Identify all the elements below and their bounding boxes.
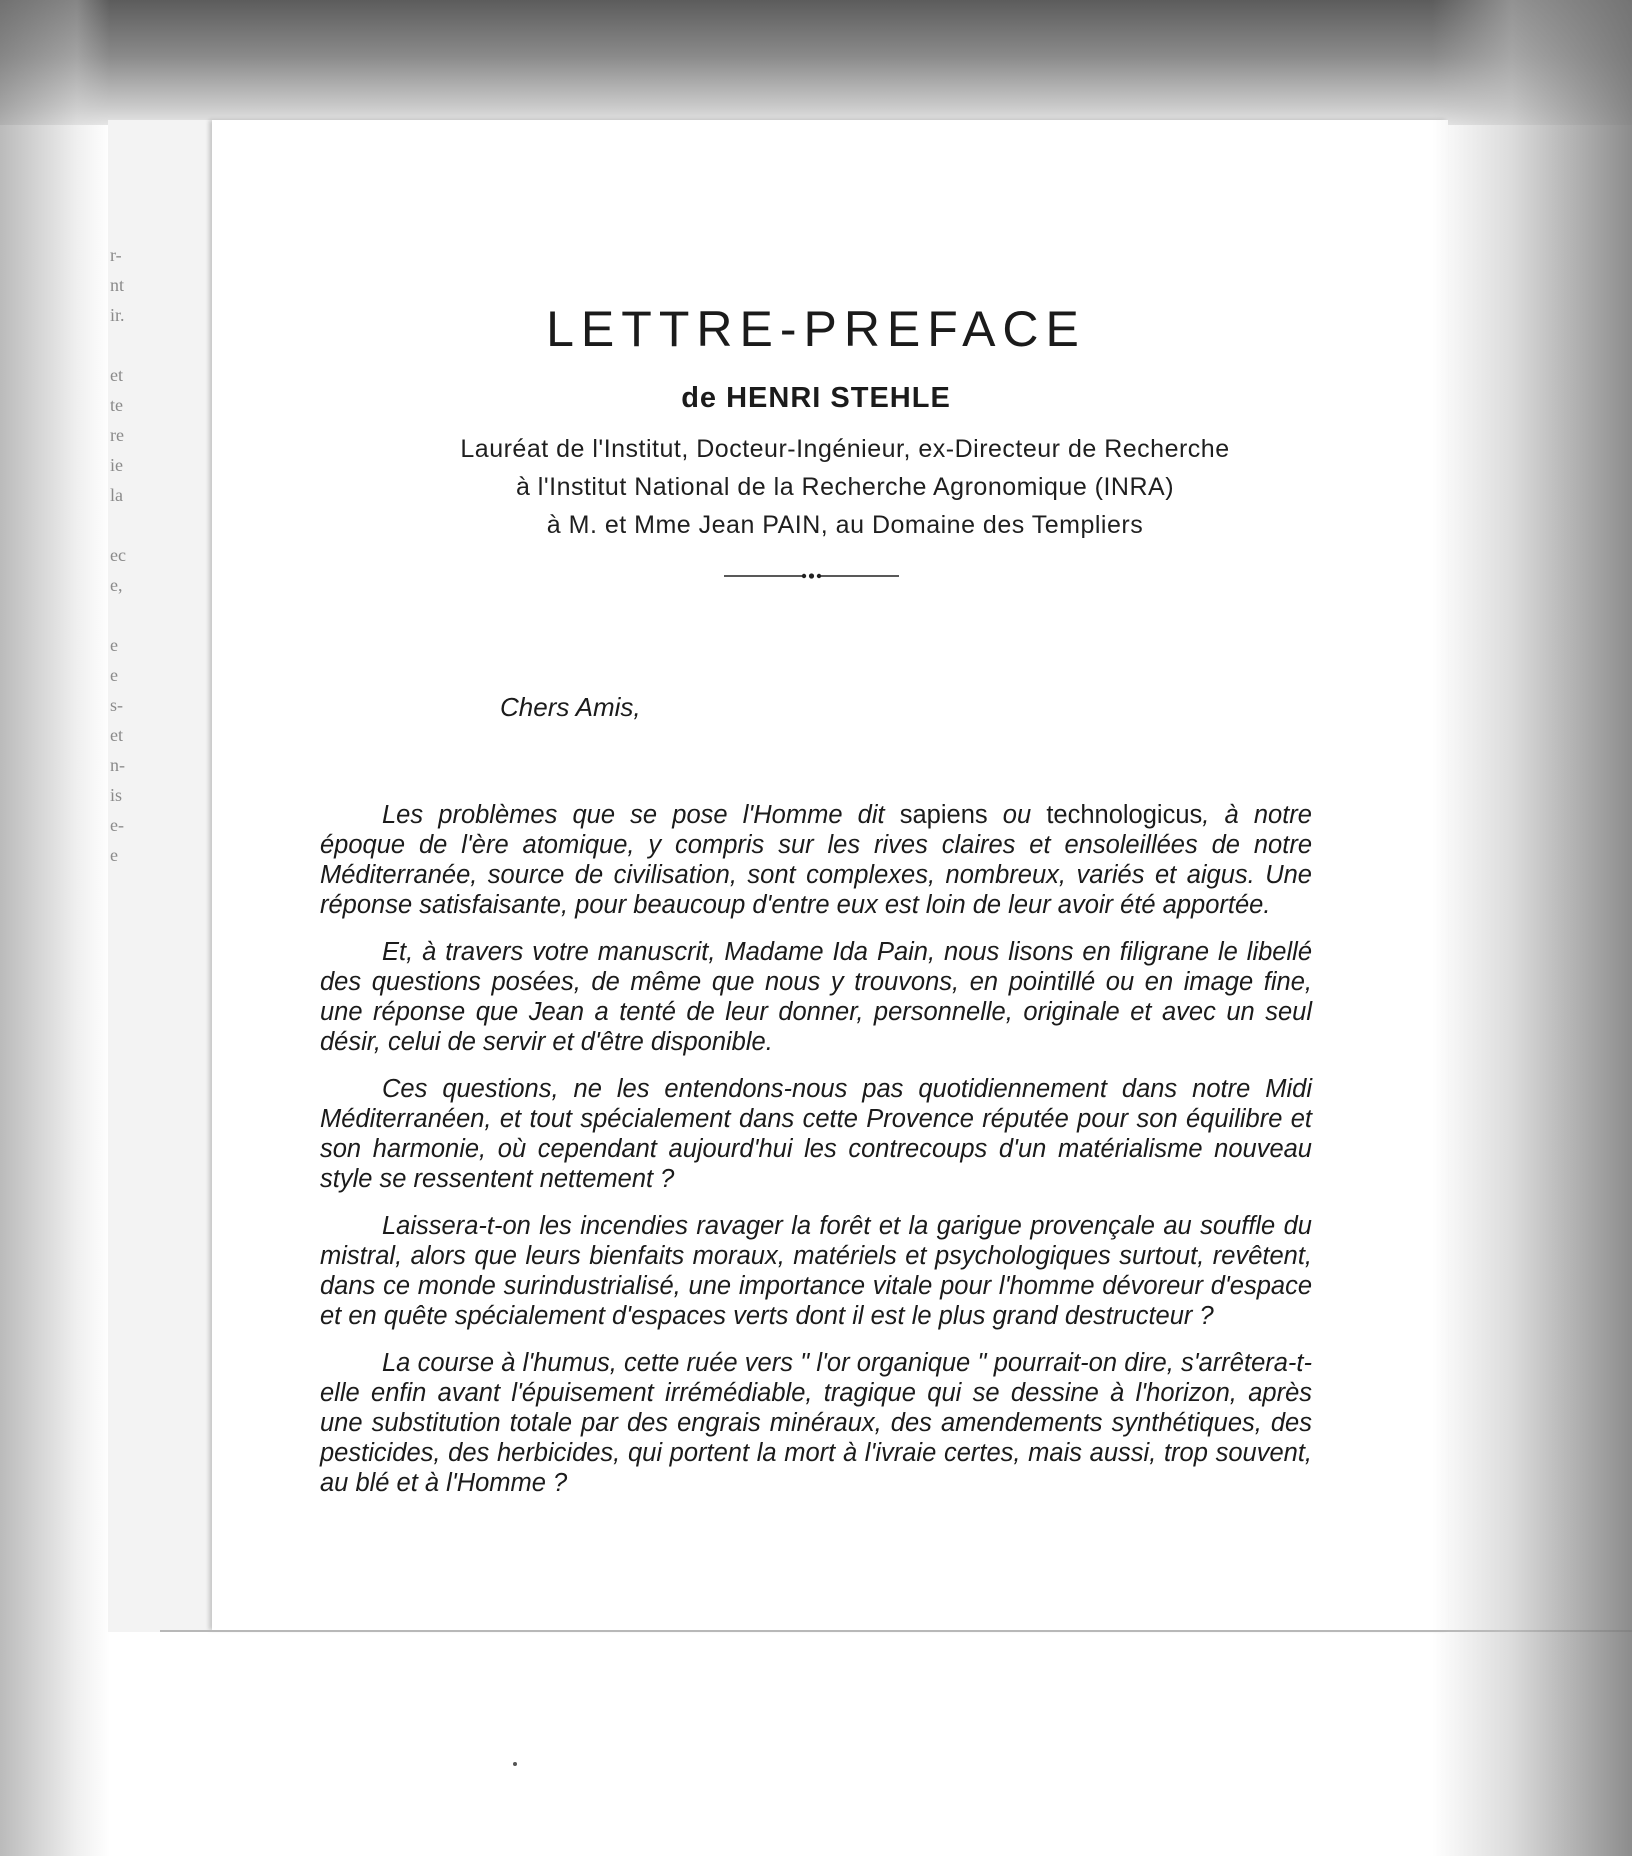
paragraph bbox=[320, 800, 1312, 920]
fragment: is bbox=[110, 785, 123, 805]
credentials-line: à l'Institut National de la Recherche Agronomique (INRA) bbox=[515, 473, 1175, 501]
paragraph: Laissera-t-on les incendies ravager la forêt et la garigue provençale au souffle du mistral, alors que leurs bienfaits moraux, matériels et psychologiques surtout, revêtent, dans ce monde surindustrialisé, une importance vitale pour l'homme dévoreur d'espace et en quête spécialement d'espaces verts dont il est le plus grand destructeur ? bbox=[320, 1212, 1312, 1330]
page-title: LETTRE-PREFACE bbox=[546, 301, 1086, 357]
fragment: re bbox=[110, 425, 124, 445]
fragment bbox=[110, 510, 140, 540]
fragment: ie bbox=[110, 455, 123, 475]
scan-speck bbox=[513, 1762, 517, 1766]
fragment: e, bbox=[110, 575, 123, 595]
author-credentials bbox=[300, 430, 1390, 544]
ornamental-divider-icon bbox=[724, 568, 899, 584]
scanner-shadow-right bbox=[1432, 0, 1632, 1856]
paragraph: Ces questions, ne les entendons-nous pas quotidiennement dans notre Midi Méditerranéen, et tout spécialement dans cette Provence réputée pour son équilibre et son harmonie, où cependant aujourd'hui les contrecoups d'un matérialisme nouveau style se ressentent nettement ? bbox=[320, 1075, 1312, 1193]
fragment: ec bbox=[110, 545, 126, 565]
fragment: e bbox=[110, 635, 118, 655]
fragment: la bbox=[110, 485, 123, 505]
fragment bbox=[110, 600, 140, 630]
paragraph-text: , à notre époque de l'ère atomique, y compris sur les rives claires et ensoleillées de notre Méditerranée, source de civilisation, sont complexes, nombreux, variés et aigus. Une réponse satisfaisante, pour beaucoup d'entre eux est loin de leur avoir été apportée. bbox=[320, 801, 1312, 919]
salutation: Chers Amis, bbox=[500, 692, 641, 722]
credentials-line: Lauréat de l'Institut, Docteur-Ingénieur, ex-Directeur de Recherche bbox=[460, 435, 1230, 463]
credentials-line: à M. et Mme Jean PAIN, au Domaine des Templiers bbox=[546, 511, 1144, 539]
paragraph-text: sapiens bbox=[899, 801, 988, 829]
fragment: r- bbox=[110, 245, 122, 265]
fragment: et bbox=[110, 725, 123, 745]
paragraph-text: Les problèmes que se pose l'Homme dit bbox=[382, 801, 900, 829]
scanner-shadow-top bbox=[0, 0, 1632, 125]
fragment: nt bbox=[110, 275, 125, 295]
scanner-shadow-left bbox=[0, 0, 110, 1856]
fragment: s- bbox=[110, 695, 123, 715]
author-line: de HENRI STEHLE bbox=[681, 382, 951, 414]
paragraph-text: ou bbox=[987, 801, 1047, 829]
paragraph: La course à l'humus, cette ruée vers " l'or organique " pourrait-on dire, s'arrêtera-t-elle enfin avant l'épuisement irrémédiable, tragique qui se dessine à l'horizon, après une substitution totale par des engrais minéraux, des amendements synthétiques, des pesticides, des herbicides, qui portent la mort à l'ivraie certes, mais aussi, trop souvent, au blé et à l'Homme ? bbox=[320, 1349, 1312, 1497]
paragraph: Et, à travers votre manuscrit, Madame Ida Pain, nous lisons en filigrane le libellé des questions posées, de même que nous y trouvons, en pointillé ou en image fine, une réponse que Jean a tenté de leur donner, personnelle, originale et avec un seul désir, celui de servir et d'être disponible. bbox=[320, 938, 1312, 1056]
fragment: e bbox=[110, 845, 118, 865]
fragment: n- bbox=[110, 755, 125, 775]
fragment: te bbox=[110, 395, 123, 415]
fragment: e- bbox=[110, 815, 124, 835]
fragment: et bbox=[110, 365, 123, 385]
fragment: ir. bbox=[110, 305, 125, 325]
paragraph-text: technologicus bbox=[1046, 801, 1203, 829]
page-bottom-edge bbox=[160, 1630, 1632, 1632]
letter-body bbox=[320, 800, 1312, 1515]
fragment: e bbox=[110, 665, 118, 685]
